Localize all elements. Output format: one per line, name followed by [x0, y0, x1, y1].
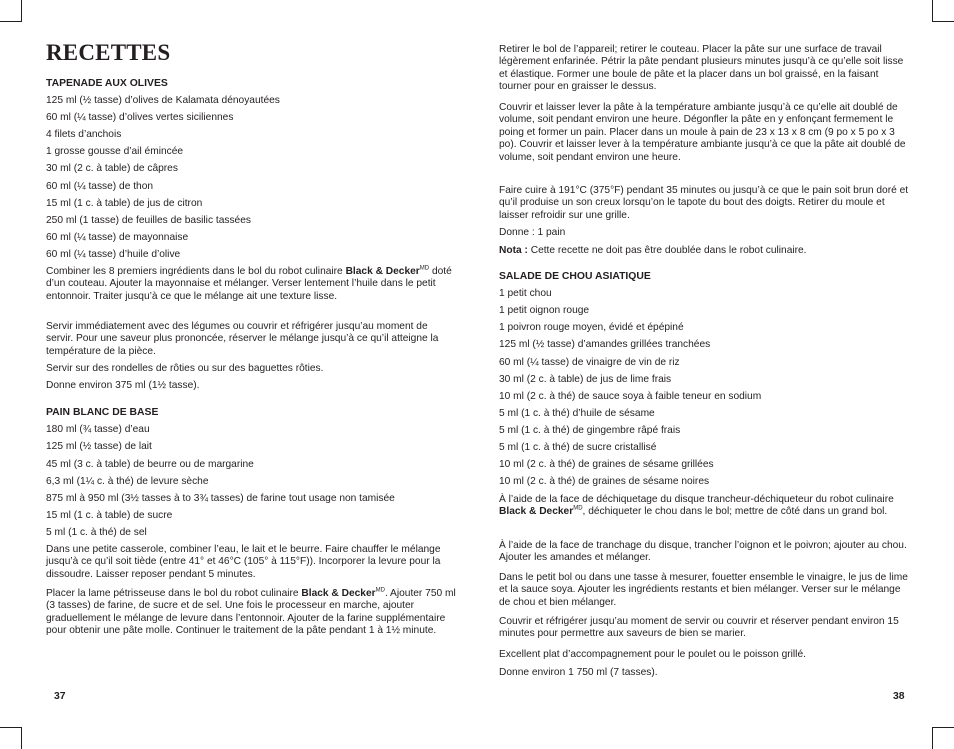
- recipe-title-tapenade: TAPENADE AUX OLIVES: [46, 78, 168, 89]
- trademark-mark: MD: [375, 587, 385, 594]
- ingredient-line: 1 poivron rouge moyen, évidé et épépiné: [499, 322, 684, 333]
- crop-mark: [21, 0, 22, 22]
- instruction-paragraph: Servir immédiatement avec des légumes ou couvrir et réfrigérer jusqu’au moment de servir. Pour une saveur plus prononcée, réserver le mélange jusqu’à ce qu’il atteigne la température de la pièce.: [46, 321, 439, 357]
- ingredient-line: 30 ml (2 c. à table) de jus de lime frais: [499, 374, 672, 385]
- ingredient-line: 30 ml (2 c. à table) de câpres: [46, 163, 178, 174]
- recipe-title-pain: PAIN BLANC DE BASE: [46, 407, 159, 418]
- instruction-paragraph: Dans le petit bol ou dans une tasse à mesurer, fouetter ensemble le vinaigre, le jus de lime et la sauce soya. Ajouter les ingrédients restants et bien mélanger. Verser sur le mélange de chou et bien mélanger.: [499, 572, 908, 608]
- instruction-paragraph: Couvrir et réfrigérer jusqu’au moment de servir ou couvrir et réserver pendant environ 15 minutes pour permettre aux saveurs de bien se marier.: [499, 616, 899, 640]
- instruction-paragraph: Placer la lame pétrisseuse dans le bol du robot culinaire Black & Decker$^{MD}$. Ajouter 750 ml (3 tasses) de farine, de sucre et de sel. Une fois le processeur en marche, ajouter graduellement le mélange de levure dans l’entonnoir. Ajouter de la farine supplémentaire pour obtenir une pâte molle. Continuer le traitement de la pâte pendant 1 à 1½ minute.: [46, 587, 456, 637]
- instruction-paragraph: Excellent plat d’accompagnement pour le poulet ou le poisson grillé.: [499, 649, 806, 660]
- instruction-paragraph: À l’aide de la face de déchiquetage du disque trancheur-déchiqueteur du robot culinaire Black & Decker$^{MD}$, déchiqueter le chou dans le bol; mettre de côté dans un grand bol.: [499, 494, 894, 518]
- ingredient-line: 10 ml (2 c. à thé) de sauce soya à faible teneur en sodium: [499, 391, 762, 402]
- crop-mark: [932, 727, 954, 728]
- instruction-paragraph: Servir sur des rondelles de rôties ou sur des baguettes rôties.: [46, 363, 324, 374]
- ingredient-line: 15 ml (1 c. à table) de jus de citron: [46, 198, 203, 209]
- instruction-paragraph: Combiner les 8 premiers ingrédients dans le bol du robot culinaire Black & Decker$^{MD}$ doté d’un couteau. Ajouter la mayonnaise et mélanger. Verser lentement l’huile dans le petit entonnoir. Traiter jusqu’à ce que le mélange ait une texture lisse.: [46, 265, 452, 302]
- ingredient-line: 5 ml (1 c. à thé) de sel: [46, 527, 147, 538]
- crop-mark: [0, 727, 22, 728]
- ingredient-line: 10 ml (2 c. à thé) de graines de sésame noires: [499, 476, 710, 487]
- instruction-paragraph: Couvrir et laisser lever la pâte à la température ambiante jusqu’à ce qu’elle ait doublé de volume, soit pendant environ une heure. Dégonfler la pâte en y enfonçant fermement le poing et former un pain. Placer dans un moule à pain de 23 x 13 x 8 cm (9 po x 5 po x 3 po). Couvrir et laisser lever à la température ambiante jusqu’à ce que la pâte ait doublé de volume, soit pendant environ une heure.: [499, 102, 906, 163]
- crop-mark: [932, 21, 954, 22]
- brand-name: Black & Decker: [345, 266, 420, 277]
- ingredient-line: 60 ml (¼ tasse) de thon: [46, 181, 154, 192]
- ingredient-line: 1 petit chou: [499, 288, 552, 299]
- ingredient-line: 125 ml (½ tasse) d’amandes grillées tranchées: [499, 339, 711, 350]
- yield-text: Donne environ 1 750 ml (7 tasses).: [499, 667, 658, 678]
- crop-mark: [932, 727, 933, 749]
- ingredient-line: 10 ml (2 c. à thé) de graines de sésame grillées: [499, 459, 714, 470]
- ingredient-line: 5 ml (1 c. à thé) d’huile de sésame: [499, 408, 655, 419]
- ingredient-line: 125 ml (½ tasse) d’olives de Kalamata dénoyautées: [46, 95, 280, 106]
- crop-mark: [21, 727, 22, 749]
- trademark-mark: MD: [573, 506, 583, 513]
- ingredient-line: 875 ml à 950 ml (3½ tasses à to 3¾ tasses) de farine tout usage non tamisée: [46, 493, 395, 504]
- ingredient-line: 1 petit oignon rouge: [499, 305, 590, 316]
- ingredient-line: 60 ml (¼ tasse) d’huile d’olive: [46, 249, 181, 260]
- ingredient-line: 15 ml (1 c. à table) de sucre: [46, 510, 173, 521]
- brand-name: Black & Decker: [301, 588, 376, 599]
- ingredient-line: 60 ml (¼ tasse) de vinaigre de vin de riz: [499, 357, 680, 368]
- instruction-paragraph: Dans une petite casserole, combiner l’eau, le lait et le beurre. Faire chauffer le mélange jusqu’à ce qu’il soit tiède (entre 41° et 46°C (105° à 115°F)). Incorporer la levure pour la dissoudre. Laisser reposer pendant 5 minutes.: [46, 544, 441, 580]
- ingredient-line: 6,3 ml (1¼ c. à thé) de levure sèche: [46, 476, 209, 487]
- ingredient-line: 180 ml (¾ tasse) d’eau: [46, 424, 150, 435]
- instruction-paragraph: Faire cuire à 191°C (375°F) pendant 35 minutes ou jusqu’à ce que le pain soit brun doré et qu’il produise un son creux lorsqu’on le tapote du bout des doigts. Retirer du moule et laisser refroidir sur une grille.: [499, 185, 909, 221]
- instruction-paragraph: Retirer le bol de l’appareil; retirer le couteau. Placer la pâte sur une surface de travail légèrement enfarinée. Pétrir la pâte pendant plusieurs minutes jusqu’à ce qu’elle soit lisse et élastique. Former une boule de pâte et la placer dans un bol graissé, en la faisant tourner pour en graisser le dessus.: [499, 44, 904, 93]
- trademark-mark: MD: [419, 265, 430, 272]
- ingredient-line: 60 ml (¼ tasse) de mayonnaise: [46, 232, 189, 243]
- page-number-right: 38: [893, 691, 905, 702]
- ingredient-line: 45 ml (3 c. à table) de beurre ou de margarine: [46, 459, 254, 470]
- ingredient-line: 125 ml (½ tasse) de lait: [46, 441, 152, 452]
- ingredient-line: 1 grosse gousse d’ail émincée: [46, 146, 184, 157]
- recipe-title-salade: SALADE DE CHOU ASIATIQUE: [499, 271, 651, 282]
- page-number-left: 37: [54, 691, 66, 702]
- yield-text: Donne environ 375 ml (1½ tasse).: [46, 380, 200, 391]
- note-paragraph: Nota : Cette recette ne doit pas être doublée dans le robot culinaire.: [499, 245, 807, 256]
- yield-text: Donne : 1 pain: [499, 227, 566, 238]
- instruction-paragraph: À l’aide de la face de tranchage du disque, trancher l’oignon et le poivron; ajouter au chou. Ajouter les amandes et mélanger.: [499, 540, 907, 564]
- ingredient-line: 4 filets d’anchois: [46, 129, 122, 140]
- ingredient-line: 5 ml (1 c. à thé) de sucre cristallisé: [499, 442, 657, 453]
- ingredient-line: 5 ml (1 c. à thé) de gingembre râpé frais: [499, 425, 681, 436]
- ingredient-line: 60 ml (¼ tasse) d’olives vertes siciliennes: [46, 112, 234, 123]
- crop-mark: [0, 21, 22, 22]
- page-title: RECETTES: [46, 40, 171, 65]
- crop-mark: [932, 0, 933, 22]
- brand-name: Black & Decker: [499, 506, 574, 518]
- ingredient-line: 250 ml (1 tasse) de feuilles de basilic tassées: [46, 215, 251, 226]
- note-label: Nota :: [499, 245, 528, 256]
